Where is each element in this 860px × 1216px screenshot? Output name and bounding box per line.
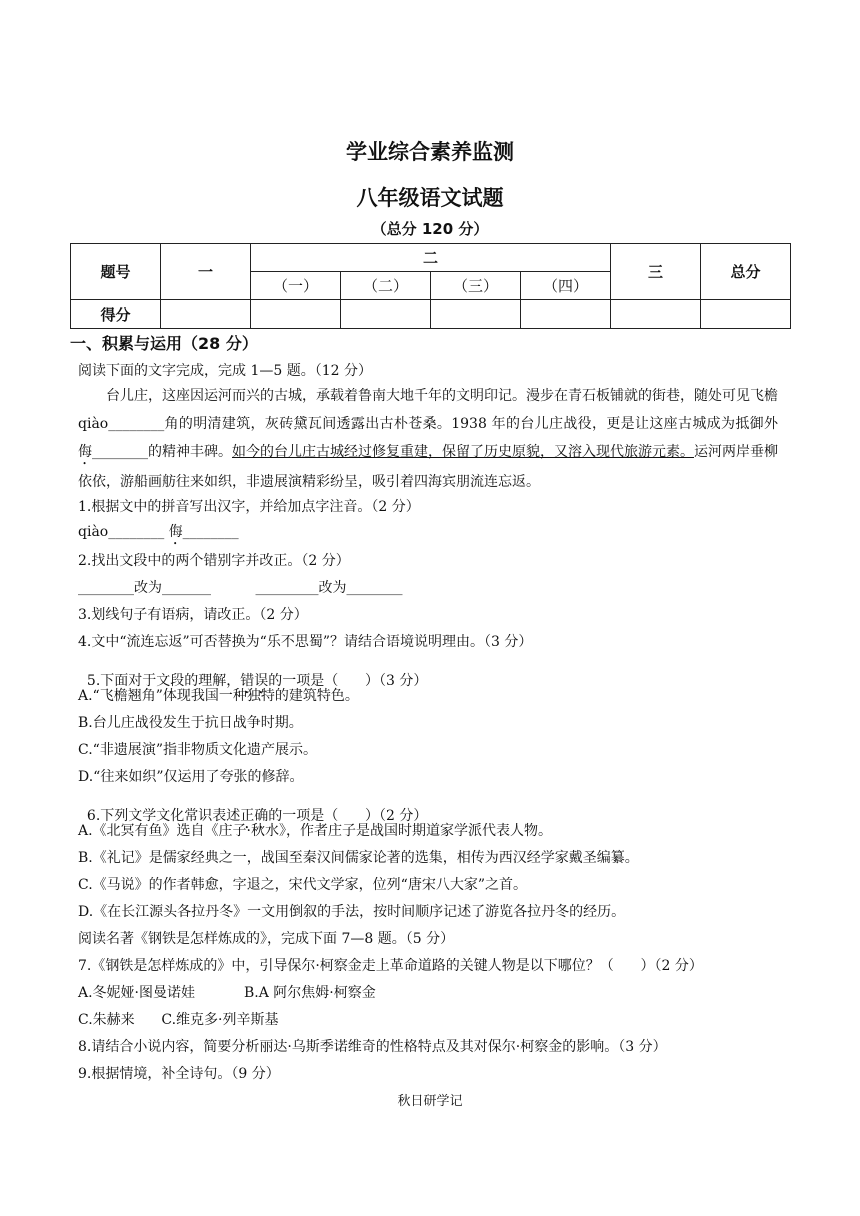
question-5: 5.下面对于文段的理解，错误的一项是（ ）（3 分） bbox=[86, 673, 428, 689]
question-7-options-row2: C.朱赫来 C.维克多·列辛斯基 bbox=[78, 1012, 279, 1028]
question-4: 4.文中“流连忘返”可否替换为“乐不思蜀”？请结合语境说明理由。（3 分） bbox=[78, 634, 533, 650]
question-2-answer: ________改为_______ _________改为________ bbox=[78, 580, 403, 596]
score-cell[interactable] bbox=[701, 300, 791, 329]
option-b: B.台儿庄战役发生于抗日战争时期。 bbox=[78, 715, 303, 731]
score-cell[interactable] bbox=[431, 300, 521, 329]
score-table-header-three: 三 bbox=[611, 244, 701, 300]
question-8: 8.请结合小说内容，简要分析丽达·乌斯季诺维奇的性格特点及其对保尔·柯察金的影响。（3 分） bbox=[78, 1039, 667, 1055]
score-cell[interactable] bbox=[251, 300, 341, 329]
section-heading: 一、积累与运用（28 分） bbox=[70, 334, 258, 353]
score-table bbox=[70, 243, 791, 329]
underlined-sentence: 如今的台儿庄古城经过修复重建，保留了历史原貌，又溶入现代旅游元素。 bbox=[232, 444, 694, 460]
score-table-header-one: 一 bbox=[161, 244, 251, 300]
question-2: 2.找出文段中的两个错别字并改正。（2 分） bbox=[78, 553, 350, 569]
score-cell[interactable] bbox=[521, 300, 611, 329]
dotted-char: 侮 bbox=[78, 444, 92, 460]
score-table-subheader: （二） bbox=[341, 272, 431, 300]
option-c: C.“非遗展演”指非物质文化遗产展示。 bbox=[78, 742, 317, 758]
dotted-char: 侮 bbox=[168, 524, 183, 540]
option-c: C.《马说》的作者韩愈，字退之，宋代文学家，位列“唐宋八大家”之首。 bbox=[78, 877, 527, 893]
score-cell[interactable] bbox=[341, 300, 431, 329]
passage-text: 台儿庄，这座因运河而兴的古城，承载着鲁南大地千年的文明印记。漫步在青石板铺就的街巷，随处可见飞檐 qiào________角的明清建筑，灰砖黛瓦间透露出古朴苍桑。1938 年的台儿庄战役，更是让这座古城成为抵御外 bbox=[78, 388, 778, 432]
question-3: 3.划线句子有语病，请改正。（2 分） bbox=[78, 607, 308, 623]
exam-title: 学业综合素养监测 bbox=[346, 140, 514, 164]
question-9: 9.根据情境，补全诗句。（9 分） bbox=[78, 1066, 280, 1082]
section-subtitle: 秋日研学记 bbox=[397, 1094, 463, 1109]
score-table-row-label: 得分 bbox=[71, 300, 161, 329]
option-a: A.“飞檐翘角”体现我国一种独特的建筑特色。 bbox=[78, 688, 359, 704]
option-d: D.《在长江源头各拉丹冬》一文用倒叙的手法，按时间顺序记述了游览各拉丹冬的经历。 bbox=[78, 904, 626, 920]
passage-text: 运河两岸垂柳依依，游船画舫往来如织，非遗展演精彩纷呈，吸引着四海宾朋流连忘返。 bbox=[78, 444, 778, 490]
answer-blank: qiào________ bbox=[78, 524, 169, 540]
score-table-subheader: （一） bbox=[251, 272, 341, 300]
score-cell[interactable] bbox=[161, 300, 251, 329]
score-table-header-two: 二 bbox=[251, 244, 611, 272]
emphasis-word: 错误 bbox=[240, 673, 269, 689]
exam-subtitle: 八年级语文试题 bbox=[356, 186, 504, 210]
question-7: 7.《钢铁是怎样炼成的》中，引导保尔·柯察金走上革命道路的关键人物是以下哪位？（ ）（2 分） bbox=[78, 958, 703, 974]
option-b: B.《礼记》是儒家经典之一，战国至秦汉间儒家论著的选集，相传为西汉经学家戴圣编纂。 bbox=[78, 850, 639, 866]
score-table-subheader: （三） bbox=[431, 272, 521, 300]
score-table-header-total: 总分 bbox=[701, 244, 791, 300]
question-1: 1.根据文中的拼音写出汉字，并给加点字注音。（2 分） bbox=[78, 499, 420, 515]
option-d: D.“往来如织”仅运用了夸张的修辞。 bbox=[78, 769, 304, 785]
option-a: A.《北冥有鱼》选自《庄子·秋水》，作者庄子是战国时期道家学派代表人物。 bbox=[78, 823, 553, 839]
reading-intro-novel: 阅读名著《钢铁是怎样炼成的》，完成下面 7—8 题。（5 分） bbox=[78, 931, 455, 947]
question-1-answer bbox=[78, 521, 239, 548]
answer-blank: ________ bbox=[182, 524, 239, 540]
score-cell[interactable] bbox=[611, 300, 701, 329]
emphasis-word: 正确 bbox=[240, 808, 269, 824]
question-7-options-row1: A.冬妮娅·图曼诺娃 B.A 阿尔焦姆·柯察金 bbox=[78, 985, 376, 1001]
reading-intro: 阅读下面的文字完成，完成 1—5 题。（12 分） bbox=[78, 363, 372, 379]
reading-passage bbox=[78, 382, 778, 496]
question-6: 6.下列文学文化常识表述正确的一项是（ ）（2 分） bbox=[86, 808, 428, 824]
score-table-header-tihao: 题号 bbox=[71, 244, 161, 300]
passage-text: ________的精神丰碑。 bbox=[92, 444, 232, 460]
total-score-note: （总分 120 分） bbox=[371, 220, 489, 238]
score-table-subheader: （四） bbox=[521, 272, 611, 300]
